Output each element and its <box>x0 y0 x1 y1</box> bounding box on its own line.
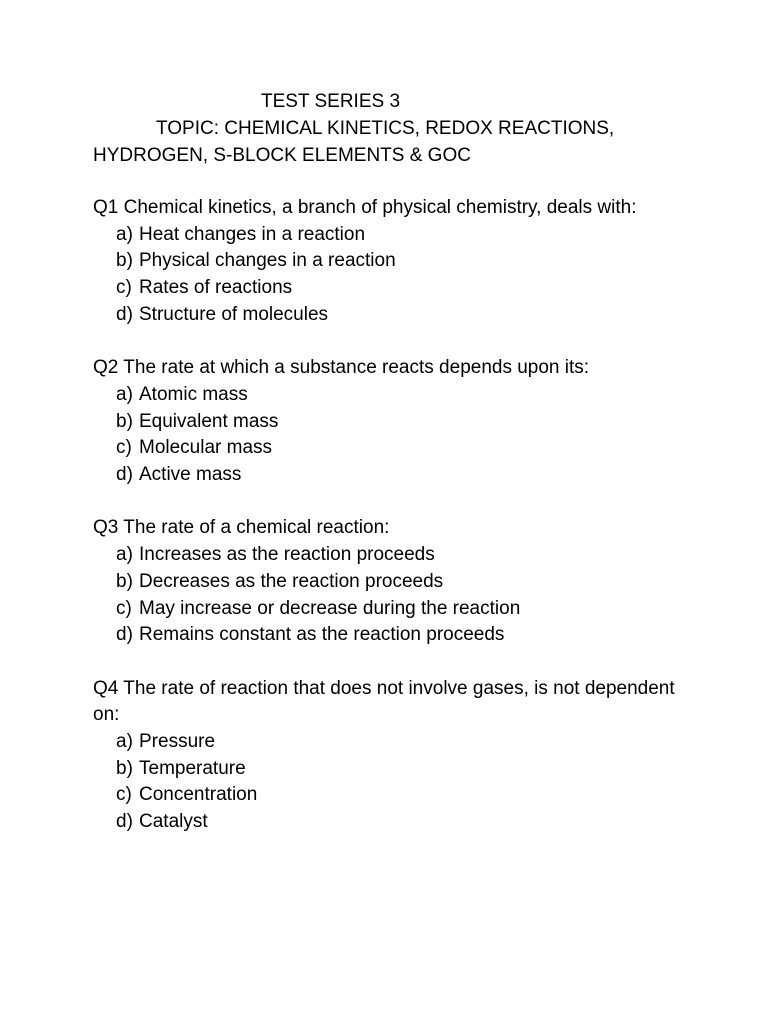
topic-line: TOPIC: CHEMICAL KINETICS, REDOX REACTIONS, HYDROGEN, S-BLOCK ELEMENTS & GOC <box>93 118 615 166</box>
option-item <box>93 542 693 569</box>
option-letter: a) <box>116 544 133 566</box>
option-letter: b) <box>116 250 133 272</box>
option-item <box>93 382 693 409</box>
option-item <box>93 435 693 462</box>
question-1 <box>93 195 693 329</box>
option-letter: d) <box>116 464 133 486</box>
option-text: Remains constant as the reaction proceeds <box>139 624 505 646</box>
option-text: Decreases as the reaction proceeds <box>139 570 444 592</box>
question-text: Q4 The rate of reaction that does not involve gases, is not dependent on: <box>93 677 675 726</box>
option-text: Increases as the reaction proceeds <box>139 544 435 566</box>
question-3 <box>93 515 693 649</box>
option-item <box>93 729 693 756</box>
option-text: May increase or decrease during the reaction <box>139 597 521 619</box>
option-text: Molecular mass <box>139 437 273 459</box>
option-list <box>93 222 693 329</box>
option-letter: c) <box>116 437 132 459</box>
option-item <box>93 222 693 249</box>
option-letter: b) <box>116 410 133 432</box>
option-item <box>93 622 693 649</box>
option-item <box>93 409 693 436</box>
option-letter: c) <box>116 784 132 806</box>
option-item <box>93 462 693 489</box>
question-text: Q3 The rate of a chemical reaction: <box>93 517 390 539</box>
option-letter: c) <box>116 277 132 299</box>
option-text: Temperature <box>139 757 246 779</box>
option-text: Heat changes in a reaction <box>139 223 366 245</box>
option-letter: a) <box>116 223 133 245</box>
option-letter: a) <box>116 383 133 405</box>
option-item <box>93 248 693 275</box>
option-list <box>93 542 693 649</box>
option-item <box>93 809 693 836</box>
option-text: Structure of molecules <box>139 303 329 325</box>
option-item <box>93 756 693 783</box>
option-item <box>93 302 693 329</box>
option-list <box>93 382 693 489</box>
test-series-title: TEST SERIES 3 <box>261 91 401 112</box>
option-letter: b) <box>116 757 133 779</box>
option-text: Physical changes in a reaction <box>139 250 396 272</box>
option-item <box>93 569 693 596</box>
option-text: Atomic mass <box>139 383 248 405</box>
option-text: Catalyst <box>139 811 208 833</box>
question-text: Q2 The rate at which a substance reacts depends upon its: <box>93 357 590 379</box>
question-text: Q1 Chemical kinetics, a branch of physical chemistry, deals with: <box>93 197 637 218</box>
option-text: Equivalent mass <box>139 410 279 432</box>
test-header <box>93 88 713 169</box>
option-letter: d) <box>116 624 133 646</box>
option-letter: b) <box>116 570 133 592</box>
option-item <box>93 782 693 809</box>
option-letter: c) <box>116 597 132 619</box>
question-2 <box>93 355 693 489</box>
option-text: Rates of reactions <box>139 277 293 299</box>
option-item <box>93 275 693 302</box>
question-list <box>93 195 693 863</box>
option-letter: d) <box>116 811 133 833</box>
question-4 <box>93 676 693 836</box>
option-text: Concentration <box>139 784 258 806</box>
option-letter: a) <box>116 731 133 753</box>
option-list <box>93 729 693 836</box>
option-letter: d) <box>116 303 133 325</box>
option-text: Active mass <box>139 464 242 486</box>
option-text: Pressure <box>139 731 216 753</box>
option-item <box>93 596 693 623</box>
